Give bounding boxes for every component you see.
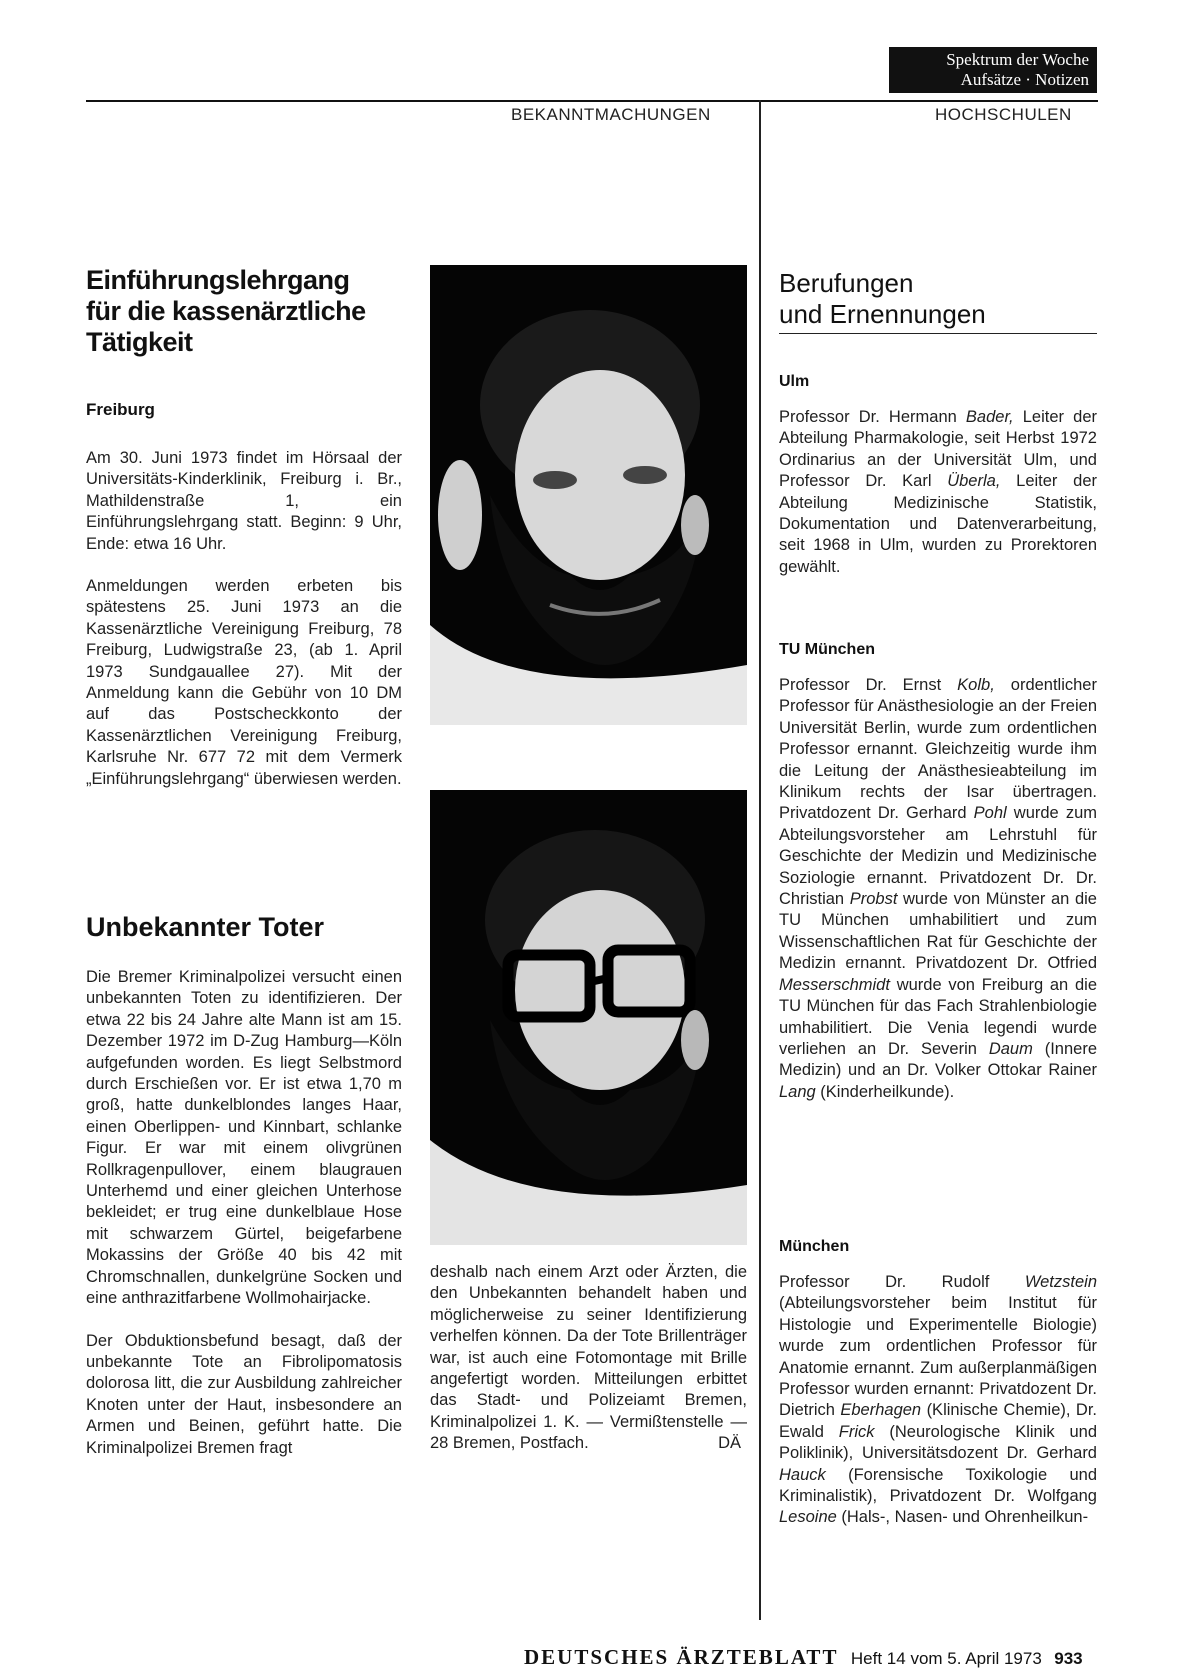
photo-unknown-deceased (430, 265, 747, 725)
article-title-unbekannter-toter: Unbekannter Toter (86, 912, 325, 942)
place-heading-freiburg: Freiburg (86, 400, 155, 419)
column-divider (759, 100, 761, 1620)
article-title-berufungen: Berufungen und Ernennungen (779, 268, 986, 329)
article2-body-left (86, 967, 402, 1480)
place-heading-muenchen: München (779, 1238, 850, 1255)
name-wetzstein: Wetzstein (1024, 1273, 1097, 1291)
header-rule (86, 100, 1098, 102)
issue-info: Heft 14 vom 5. April 1973 (850, 1649, 1042, 1668)
name-lang: Lang (779, 1082, 816, 1101)
place-heading-tu-muenchen: TU München (779, 641, 875, 658)
photo-unknown-deceased-with-glasses (430, 790, 747, 1245)
page-number: 933 (1054, 1649, 1083, 1668)
name-ueberla: Überla, (947, 472, 1001, 491)
face-photo-image (430, 265, 747, 725)
article1-paragraph-2: Anmeldungen werden erbeten bis spätestens 25. Juni 1973 an die Kassenärztliche Vereinigung Freiburg, 78 Freiburg, Ludwigstraße 23, (ab 1. April 1973 Sundgauallee 27). Mit der Anmeldung kann die Gebühr von 10 DM auf das Postscheckkonto der Kassenärztlichen Vereinigung Freiburg, Karlsruhe Nr. 677 72 mit dem Vermerk „Einführungslehrgang“ überwiesen werden. (86, 577, 402, 788)
article2-paragraph-3: deshalb nach einem Arzt oder Ärzten, die den Unbekannten behandelt haben und möglicherweise zu seiner Identifizierung verhelfen können. Da der Tote Brillenträger war, ist auch eine Fotomontage mit Brille angefertigt worden. Mitteilungen erbittet das Stadt- und Polizeiamt Bremen, Kriminalpolizei 1. K. — Vermißtenstelle — 28 Bremen, Postfach. DÄ (430, 1262, 747, 1455)
name-bader: Bader, (965, 408, 1014, 426)
journal-name: DEUTSCHES ÄRZTEBLATT (524, 1645, 839, 1669)
article2-body-continued (430, 1262, 747, 1455)
name-kolb: Kolb, (957, 676, 995, 694)
face-photo-glasses-image (430, 790, 747, 1245)
article1-body (86, 448, 402, 811)
muenchen-paragraph: Professor Dr. Rudolf Wetzstein (Abteilungsvorsteher beim Institut für Histologie und Experimentelle Biologie) wurde zum ordentlichen Professor für Anatomie ernannt. Zum außerplanmäßigen Professor wurden ernannt: Privatdozent Dr. Dietrich Eberhagen (Klinische Chemie), Dr. Ewald Frick (Neurologische Klinik und Poliklinik), Universitätsdozent Dr. Gerhard Hauck (Forensische Toxikologie und Kriminalistik), Privatdozent Dr. Wolfgang Lesoine (Hals-, Nasen- und Ohrenheilkun- (779, 1273, 1098, 1527)
badge-line-1: Spektrum der Woche (946, 50, 1089, 69)
article1-paragraph-1: Am 30. Juni 1973 findet im Hörsaal der Universitäts-Kinderklinik, Freiburg i. Br., Mathildenstraße 1, ein Einführungslehrgang statt. Beginn: 9 Uhr, Ende: etwa 16 Uhr. (86, 449, 402, 553)
page-footer (524, 1645, 1083, 1670)
title-underline (779, 333, 1097, 334)
name-probst: Probst (849, 890, 898, 909)
name-eberhagen: Eberhagen (840, 1401, 922, 1420)
section-label-hochschulen: HOCHSCHULEN (935, 105, 1072, 124)
article2-paragraph-2: Der Obduktionsbefund besagt, daß der unbekannte Tote an Fibrolipomatosis dolorosa litt, die zur Ausbildung zahlreicher Knoten unter der Haut, insbesondere an Armen und Beinen, geführt hatte. Die Kriminalpolizei Bremen fragt (86, 1331, 402, 1457)
article-title-einfuehrungslehrgang: Einführungslehrgang für die kassenärztliche Tätigkeit (86, 265, 366, 357)
place-heading-ulm: Ulm (779, 373, 810, 390)
name-frick: Frick (838, 1422, 875, 1441)
article2-paragraph-1: Die Bremer Kriminalpolizei versucht einen unbekannten Toten zu identifizieren. Der etwa 22 bis 24 Jahre alte Mann ist am 15. Dezember 1972 im D-Zug Hamburg—Köln aufgefunden worden. Es liegt Selbstmord durch Erschießen vor. Er ist etwa 1,70 m groß, hatte dunkelblondes langes Haar, einen Oberlippen- und Kinnbart, schlanke Figur. Er war mit einem olivgrünen Rollkragenpullover, einem blaugrauen Unterhemd und einer gleichen Unterhose bekleidet; er trug eine dunkelblaue Hose mit schwarzem Gürtel, beigefarbene Mokassins der Größe 40 bis 42 mit Chromschnallen, dunkelgrüne Socken und eine anthrazitfarbene Wollmohairjacke. (86, 968, 402, 1308)
tu-muenchen-paragraph: Professor Dr. Ernst Kolb, ordentlicher Professor für Anästhesiologie an der Freien Universität Berlin, wurde zum ordentlichen Professor ernannt. Gleichzeitig wurde ihm die Leitung der Anästhesieabteilung im Klinikum rechts der Isar übertragen. Privatdozent Dr. Gerhard Pohl wurde zum Abteilungsvorsteher am Lehrstuhl für Geschichte der Medizin und Medizinische Soziologie ernannt. Privatdozent Dr. Dr. Christian Probst wurde von Münster an die TU München umhabilitiert und zum Wissenschaftlichen Rat für Geschichte der Medizin ernannt. Privatdozent Dr. Otfried Messerschmidt wurde von Freiburg an die TU München für das Fach Strahlenbiologie umhabilitiert. Die Venia legendi wurde verliehen an Dr. Severin Daum (Innere Medizin) und an Dr. Volker Ottokar Rainer Lang (Kinderheilkunde). (779, 676, 1097, 1101)
ulm-paragraph: Professor Dr. Hermann Bader, Leiter der Abteilung Pharmakologie, seit Herbst 1972 Ordinarius an der Universität Ulm, und Professor Dr. Karl Überla, Leiter der Abteilung Medizinische Statistik, Dokumentation und Datenverarbeitung, seit 1968 in Ulm, wurden zu Prorektoren gewählt. (779, 408, 1097, 576)
section-badge (889, 47, 1097, 93)
name-pohl: Pohl (973, 804, 1007, 823)
name-hauck: Hauck (779, 1465, 826, 1484)
article2-signature: DÄ (718, 1434, 741, 1453)
badge-line-2: Aufsätze · Notizen (960, 70, 1089, 89)
name-daum: Daum (988, 1039, 1033, 1058)
section-label-bekanntmachungen: BEKANNTMACHUNGEN (511, 105, 711, 124)
name-messerschmidt: Messerschmidt (779, 975, 890, 994)
name-lesoine: Lesoine (779, 1508, 837, 1527)
